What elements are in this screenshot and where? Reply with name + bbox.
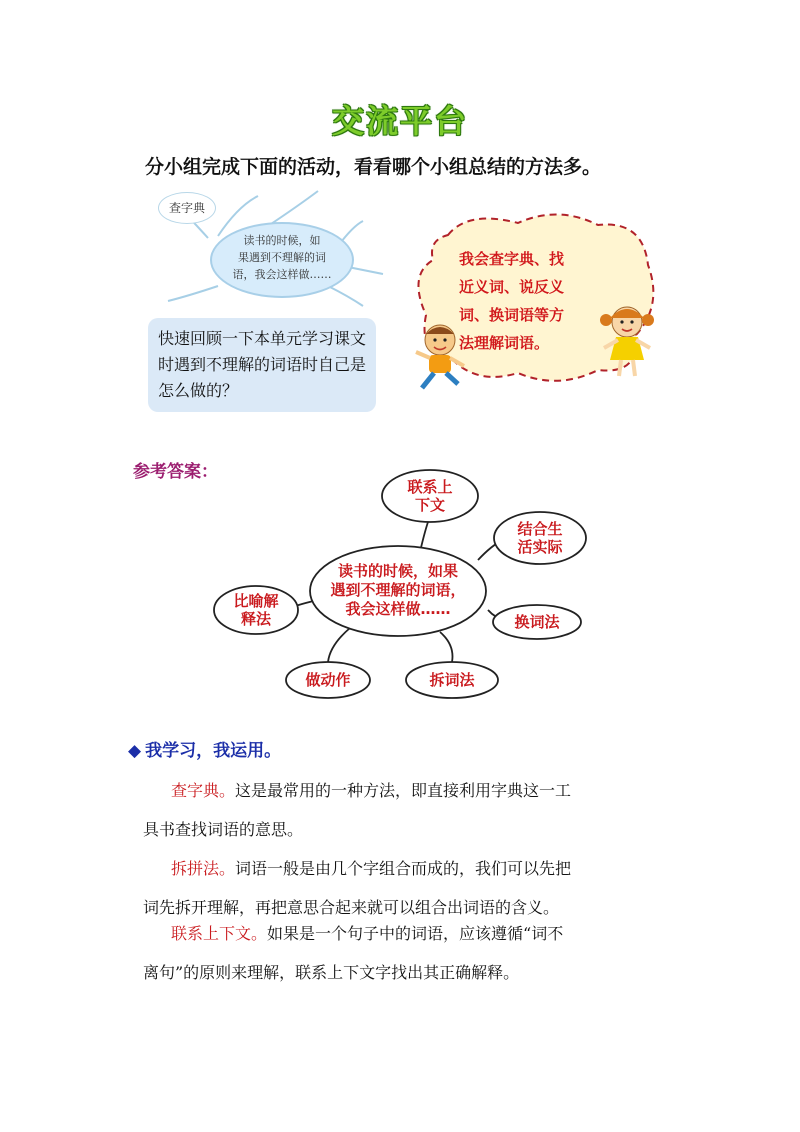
node-context-line: 下文: [414, 496, 445, 514]
method-term: 拆拼法。: [171, 859, 236, 878]
node-split-text: 拆词法: [429, 671, 475, 689]
node-life-text: [500, 520, 580, 556]
answer-center-line: 遇到不理解的词语，: [330, 581, 466, 599]
section-heading-text: 我学习，我运用。: [145, 741, 282, 761]
node-context-line: 联系上: [407, 478, 453, 496]
node-life-line: 结合生: [517, 520, 563, 538]
paragraph-line: 如果是一个句子中的词语，应该遵循“词不: [267, 924, 564, 943]
paragraph-dictionary: [143, 771, 683, 849]
center-thought-line: 语，我会这样做……: [232, 268, 332, 281]
activity-instruction: 分小组完成下面的活动，看看哪个小组总结的方法多。: [145, 156, 602, 178]
method-term: 联系上下文。: [171, 924, 268, 943]
speech-cloud-line: 我会查字典、找: [459, 250, 565, 268]
connector-split: [440, 632, 453, 662]
speech-cloud-line: 词、换词语等方: [459, 306, 565, 324]
paragraph-line: 词先拆开理解，再把意思合起来就可以组合出词语的含义。: [143, 898, 560, 917]
node-replace-text: 换词法: [514, 613, 560, 631]
speech-cloud-line: 近义词、说反义: [459, 278, 565, 296]
paragraph-line: 具书查找词语的意思。: [143, 820, 304, 839]
paragraph-line: 离句”的原则来理解，联系上下文字找出其正确解释。: [143, 963, 520, 982]
page-title: 交流平台: [331, 102, 468, 140]
node-metaphor-text: [216, 592, 296, 628]
paragraph-line: 词语一般是由几个字组合而成的，我们可以先把: [235, 859, 572, 878]
answer-center-line: 我会这样做……: [345, 600, 451, 618]
reference-answer-label: 参考答案：: [133, 462, 218, 482]
center-thought-line: 果遇到不理解的词: [238, 251, 326, 264]
center-thought-line: 读书的时候，如: [243, 234, 321, 247]
node-metaphor-line: 释法: [240, 610, 271, 628]
answer-center-line: 读书的时候，如果: [337, 562, 458, 580]
node-metaphor-line: 比喻解: [233, 592, 279, 610]
review-prompt-box: 快速回顾一下本单元学习课文时遇到不理解的词语时自己是怎么做的？: [148, 318, 376, 412]
connector-action: [328, 628, 350, 662]
node-life-line: 活实际: [517, 538, 563, 556]
diamond-bullet-icon: ◆: [128, 741, 142, 761]
lookup-dictionary-bubble: 查字典: [158, 192, 216, 224]
paragraph-line: 这是最常用的一种方法，即直接利用字典这一工: [235, 781, 572, 800]
speech-cloud-line: 法理解词语。: [459, 334, 550, 352]
method-term: 查字典。: [171, 781, 236, 800]
node-action-text: 做动作: [305, 671, 351, 689]
section-heading: [128, 736, 281, 761]
node-context-text: [390, 478, 470, 514]
paragraph-context: [143, 914, 683, 992]
answer-center-text: [314, 562, 482, 619]
